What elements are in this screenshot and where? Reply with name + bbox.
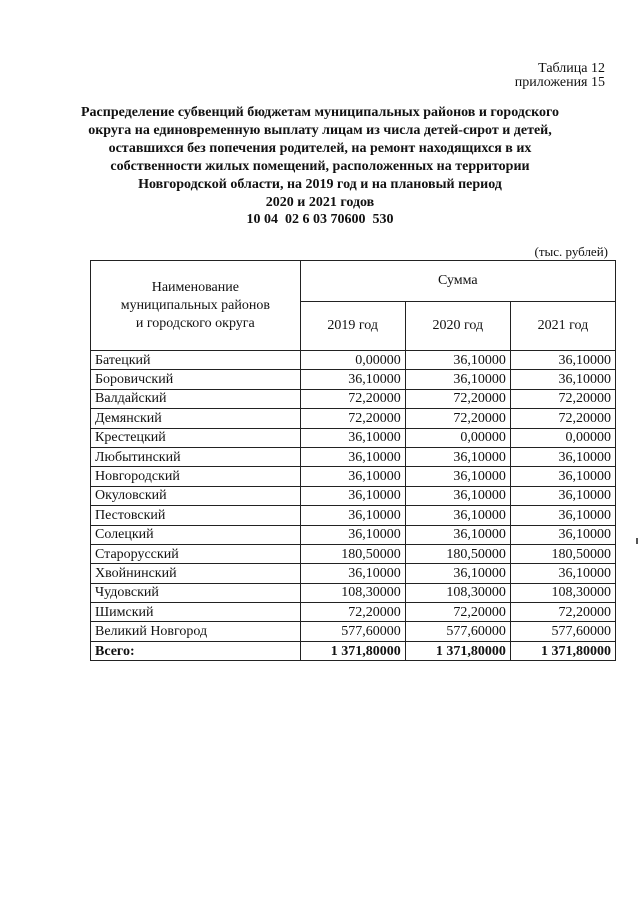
district-name: Боровичский	[91, 370, 301, 389]
amount-2021: 72,20000	[510, 389, 615, 408]
amount-2021: 36,10000	[510, 370, 615, 389]
total-row	[91, 641, 616, 660]
table-row	[91, 409, 616, 428]
amount-2021: 36,10000	[510, 506, 615, 525]
amount-2020: 36,10000	[405, 564, 510, 583]
total-2020: 1 371,80000	[405, 641, 510, 660]
table-row	[91, 622, 616, 641]
amount-2019: 108,30000	[300, 583, 405, 602]
name-column-header	[91, 261, 301, 351]
budget-code: 10 04 02 6 03 70600 530	[246, 212, 394, 227]
table-reference	[515, 62, 605, 90]
district-name: Новгородский	[91, 467, 301, 486]
year-header: 2021 год	[510, 302, 615, 351]
scan-mark	[636, 538, 638, 544]
amount-2019: 36,10000	[300, 486, 405, 505]
title-line: Распределение субвенций бюджетам муниципальных районов и городского	[80, 105, 559, 120]
total-label: Всего:	[91, 641, 301, 660]
amount-2021: 72,20000	[510, 603, 615, 622]
amount-2020: 72,20000	[405, 409, 510, 428]
appendix-number: приложения 15	[514, 75, 605, 90]
amount-2019: 72,20000	[300, 389, 405, 408]
title-line: 2020 и 2021 годов	[265, 195, 375, 210]
amount-2021: 108,30000	[510, 583, 615, 602]
amount-2020: 108,30000	[405, 583, 510, 602]
amount-2019: 0,00000	[300, 351, 405, 370]
amount-2019: 577,60000	[300, 622, 405, 641]
amount-2021: 36,10000	[510, 486, 615, 505]
table-row	[91, 564, 616, 583]
district-name: Батецкий	[91, 351, 301, 370]
table-row	[91, 525, 616, 544]
title-line: Новгородской области, на 2019 год и на плановый период	[138, 177, 502, 192]
amount-2020: 577,60000	[405, 622, 510, 641]
amount-2020: 0,00000	[405, 428, 510, 447]
document-title	[80, 104, 560, 212]
table-row	[91, 603, 616, 622]
district-name: Пестовский	[91, 506, 301, 525]
district-name: Крестецкий	[91, 428, 301, 447]
table-row	[91, 351, 616, 370]
amount-2021: 36,10000	[510, 467, 615, 486]
district-name: Любытинский	[91, 447, 301, 466]
amount-2019: 180,50000	[300, 544, 405, 563]
amount-2019: 72,20000	[300, 603, 405, 622]
district-name: Хвойнинский	[91, 564, 301, 583]
amount-2020: 36,10000	[405, 486, 510, 505]
amount-2021: 36,10000	[510, 564, 615, 583]
amount-2019: 36,10000	[300, 506, 405, 525]
table-row	[91, 506, 616, 525]
year-header: 2019 год	[300, 302, 405, 351]
title-line: собственности жилых помещений, расположенных на территории	[110, 159, 530, 174]
amount-2020: 72,20000	[405, 389, 510, 408]
title-line: округа на единовременную выплату лицам из числа детей-сирот и детей,	[88, 123, 552, 138]
table-row	[91, 389, 616, 408]
amount-2021: 577,60000	[510, 622, 615, 641]
district-name: Старорусский	[91, 544, 301, 563]
title-line: оставшихся без попечения родителей, на ремонт находящихся в их	[108, 141, 532, 156]
amount-2020: 180,50000	[405, 544, 510, 563]
amount-2019: 36,10000	[300, 525, 405, 544]
amount-2021: 36,10000	[510, 447, 615, 466]
amount-2019: 36,10000	[300, 564, 405, 583]
sum-column-header: Сумма	[300, 261, 615, 302]
total-2021: 1 371,80000	[510, 641, 615, 660]
district-name: Чудовский	[91, 583, 301, 602]
amount-2020: 36,10000	[405, 370, 510, 389]
amount-2020: 36,10000	[405, 506, 510, 525]
units-label: (тыс. рублей)	[534, 244, 608, 259]
amount-2019: 36,10000	[300, 370, 405, 389]
district-name: Валдайский	[91, 389, 301, 408]
table-row	[91, 486, 616, 505]
year-header: 2020 год	[405, 302, 510, 351]
amount-2021: 36,10000	[510, 525, 615, 544]
table-row	[91, 583, 616, 602]
amount-2021: 36,10000	[510, 351, 615, 370]
table-row	[91, 370, 616, 389]
amount-2019: 36,10000	[300, 447, 405, 466]
amount-2021: 0,00000	[510, 428, 615, 447]
district-name: Солецкий	[91, 525, 301, 544]
district-name: Шимский	[91, 603, 301, 622]
amount-2019: 36,10000	[300, 428, 405, 447]
amount-2021: 72,20000	[510, 409, 615, 428]
table-row	[91, 544, 616, 563]
amount-2019: 36,10000	[300, 467, 405, 486]
table-number: Таблица 12	[538, 61, 605, 76]
amount-2020: 72,20000	[405, 603, 510, 622]
amount-2019: 72,20000	[300, 409, 405, 428]
district-name: Великий Новгород	[91, 622, 301, 641]
district-name: Окуловский	[91, 486, 301, 505]
name-header-line: и городского округа	[135, 315, 255, 331]
district-name: Демянский	[91, 409, 301, 428]
table-row	[91, 447, 616, 466]
name-header-line: муниципальных районов	[120, 297, 270, 313]
amount-2020: 36,10000	[405, 351, 510, 370]
amount-2021: 180,50000	[510, 544, 615, 563]
subsidy-table	[90, 260, 616, 661]
amount-2020: 36,10000	[405, 467, 510, 486]
amount-2020: 36,10000	[405, 525, 510, 544]
table-row	[91, 428, 616, 447]
amount-2020: 36,10000	[405, 447, 510, 466]
total-2019: 1 371,80000	[300, 641, 405, 660]
name-header-line: Наименование	[151, 279, 239, 295]
table-row	[91, 467, 616, 486]
